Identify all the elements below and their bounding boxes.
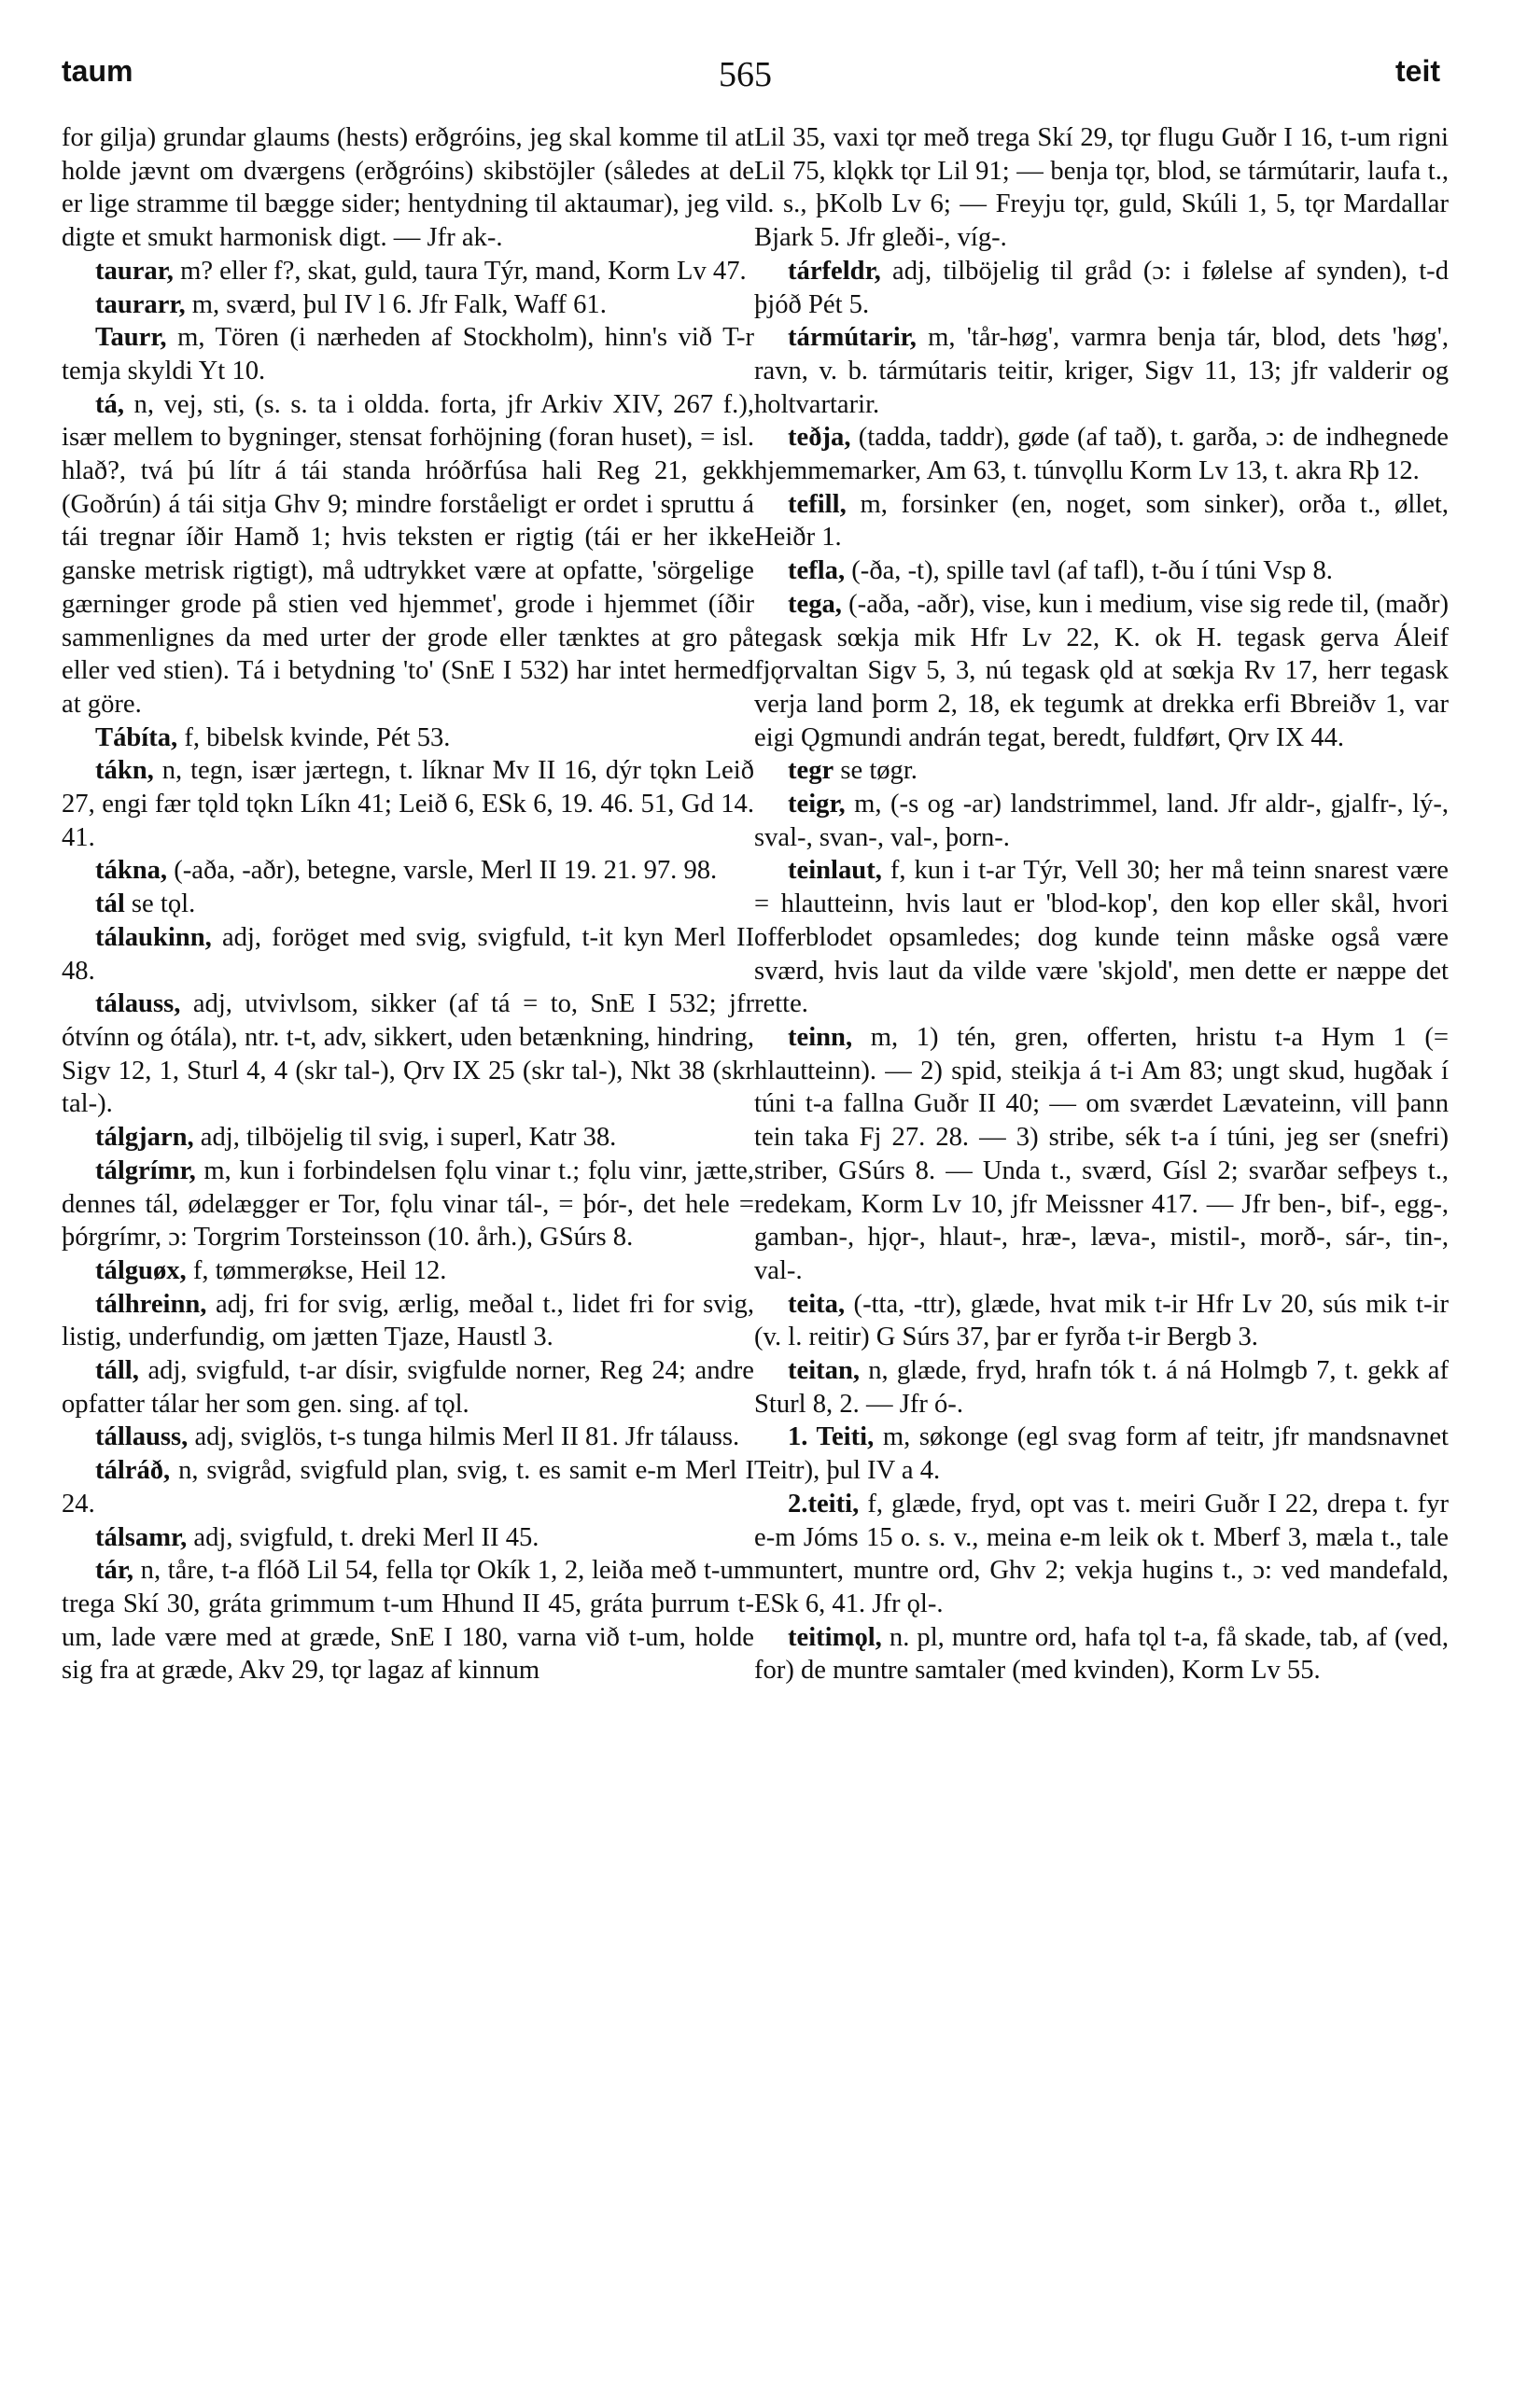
entry-headword: tármútarir,	[788, 323, 917, 353]
entry-headword: taurar,	[95, 256, 174, 286]
entry-definition: m, 1) tén, gren, offerten, hristu t-a Hym 1 (= hlautteinn). — 2) spid, steikja á t-i Am 83; ungt skud, hugðak í túni t-a fallna Guðr II 40; — om sværdet Lævateinn, vill þann tein taka Fj 27. 28. — 3) stribe, sék t-a í túni, jeg ser (snefri) striber, GSúrs 8. — Unda t., sværd, Gísl 2; svarðar sefþeys t., redekam, Korm Lv 10, jfr Meissner 417. — Jfr ben-, bif-, egg-, gamban-, hjǫr-, hlaut-, hræ-, læva-, mistil-, morð-, sár-, tin-, val-.	[754, 1022, 1449, 1285]
entry-headword: tá,	[95, 389, 124, 419]
dictionary-entry	[62, 987, 754, 1121]
dictionary-entry	[62, 1554, 754, 1687]
entry-definition: m, 'tår-høg', varmra benja tár, blod, dets 'høg', ravn, v. b. tármútaris teitir, kriger, Sigv 11, 13; jfr valderir og holtvartarir.	[754, 323, 1449, 419]
entry-headword: teðja,	[788, 423, 851, 453]
entry-headword: tálauss,	[95, 989, 181, 1019]
entry-headword: tefla,	[788, 556, 846, 586]
dictionary-entry	[62, 1421, 754, 1454]
running-head-left: taum	[62, 54, 133, 88]
dictionary-entry	[754, 1288, 1449, 1354]
dictionary-entry	[62, 1454, 754, 1520]
entry-definition: adj, svigfuld, t. dreki Merl II 45.	[187, 1522, 539, 1552]
dictionary-entry	[754, 488, 1449, 554]
entry-definition: adj, utvivlsom, sikker (af tá = to, SnE I 532; jfr ótvínn og ótála), ntr. t-t, adv, sikkert, uden betænkning, hindring, Sigv 12, 1, Sturl 4, 4 (skr tal-), Ǫrv IX 25 (skr tal-), Nkt 38 (skr tal-).	[62, 989, 754, 1119]
entry-headword: teinlaut,	[788, 856, 882, 886]
dictionary-entry	[754, 1021, 1449, 1288]
entry-headword: tákna,	[95, 856, 168, 886]
entry-headword: tállauss,	[95, 1422, 189, 1452]
dictionary-entry	[754, 321, 1449, 421]
dictionary-entry	[62, 121, 754, 255]
entry-definition: (-aða, -aðr), vise, kun i medium, vise sig rede til, (maðr) tegask sœkja mik Hfr Lv 22, K. ok H. tegask gerva Áleif fjǫrvaltan Sigv 5, 3, nú tegask ǫld at sœkja Rv 17, herr tegask verja land þorm 2, 18, ek tegumk at drekka erfi Bbreiðv 1, var eigi Ǫgmundi andrán tegat, beredt, fuldført, Ǫrv IX 44.	[754, 589, 1449, 752]
entry-headword: Taurr,	[95, 323, 167, 353]
entry-definition: m, sværd, þul IV l 6. Jfr Falk, Waff 61.	[185, 289, 607, 319]
entry-headword: teitan,	[788, 1356, 861, 1386]
dictionary-entry	[62, 321, 754, 387]
entry-definition: m, søkonge (egl svag form af teitr, jfr mandsnavnet Teitr), þul IV a 4.	[754, 1422, 1449, 1486]
entry-headword: tálsamr,	[95, 1522, 188, 1552]
entry-definition: m, (-s og -ar) landstrimmel, land. Jfr aldr-, gjalfr-, lý-, sval-, svan-, val-, þorn-.	[754, 790, 1449, 852]
dictionary-entry	[62, 888, 754, 921]
entry-headword: tefill,	[788, 489, 847, 519]
dictionary-entry	[62, 1121, 754, 1155]
entry-headword: taurarr,	[95, 289, 186, 319]
entry-definition: f, tømmerøkse, Heil 12.	[186, 1255, 447, 1285]
dictionary-entry	[62, 1155, 754, 1254]
dictionary-entry	[754, 1354, 1449, 1421]
entry-definition: adj, fri for svig, ærlig, meðal t., lidet fri for svig, listig, underfundig, om jætten Tjaze, Haustl 3.	[62, 1289, 754, 1352]
dictionary-entry	[62, 754, 754, 854]
dictionary-entry	[754, 421, 1449, 487]
dictionary-entry	[754, 121, 1449, 255]
entry-definition: se tǫl.	[124, 889, 196, 919]
entry-headword: teitimǫl,	[788, 1622, 882, 1652]
entry-definition: (-aða, -aðr), betegne, varsle, Merl II 19. 21. 97. 98.	[167, 856, 718, 886]
dictionary-entry	[754, 1421, 1449, 1487]
entry-headword: tega,	[788, 589, 842, 619]
page-number: 565	[719, 55, 772, 94]
entry-definition: m, Tören (i nærheden af Stockholm), hinn's við T-r temja skyldi Yt 10.	[62, 323, 754, 385]
entry-headword: tálráð,	[95, 1456, 171, 1486]
entry-headword: 1. Teiti,	[788, 1422, 875, 1452]
dictionary-entry	[754, 1621, 1449, 1687]
entry-headword: Tábíta,	[95, 722, 178, 752]
entry-definition: f, bibelsk kvinde, Pét 53.	[177, 722, 451, 752]
entry-definition: adj, tilböjelig til svig, i superl, Katr 38.	[193, 1123, 617, 1153]
entry-headword: 2.teiti,	[788, 1489, 860, 1519]
dictionary-entry	[62, 288, 754, 322]
entry-definition: se tøgr.	[834, 756, 918, 786]
entry-headword: tegr	[788, 756, 834, 786]
entry-headword: tálgrímr,	[95, 1155, 196, 1185]
entry-headword: teigr,	[788, 790, 846, 819]
entry-headword: tár,	[95, 1556, 134, 1586]
entry-definition: n, tegn, især jærtegn, t. líknar Mv II 16, dýr tǫkn Leið 27, engi fær tǫld tǫkn Líkn 41; Leið 6, ESk 6, 19. 46. 51, Gd 14. 41.	[62, 756, 754, 852]
entry-headword: tálgjarn,	[95, 1123, 194, 1153]
entry-headword: tákn,	[95, 756, 154, 786]
dictionary-entry	[62, 921, 754, 987]
dictionary-entry	[754, 554, 1449, 588]
dictionary-entry	[62, 721, 754, 755]
dictionary-entry	[62, 1288, 754, 1354]
dictionary-entry	[754, 1488, 1449, 1621]
entry-definition: adj, foröget med svig, svigfuld, t-it kyn Merl II 48.	[62, 922, 754, 986]
entry-headword: tál	[95, 889, 125, 919]
dictionary-entry	[754, 588, 1449, 755]
dictionary-entry	[754, 255, 1449, 321]
dictionary-entry	[754, 788, 1449, 854]
entry-definition: for gilja) grundar glaums (hests) erðgróins, jeg skal komme til at holde jævnt om dværgens (erðgróins) skibstöjler (således at de er lige stramme til bægge sider; hentydning til aktaumar), jeg vil digte et smukt harmonisk digt. — Jfr ak-.	[62, 123, 754, 253]
dictionary-entry	[754, 754, 1449, 788]
dictionary-entry	[62, 1521, 754, 1555]
dictionary-entry	[62, 1254, 754, 1288]
entry-headword: tálhreinn,	[95, 1289, 207, 1319]
entry-definition: n, svigråd, svigfuld plan, svig, t. es samit e-m Merl I 24.	[62, 1456, 754, 1519]
entry-headword: táll,	[95, 1356, 139, 1386]
running-head-right: teit	[1395, 54, 1440, 88]
left-column	[62, 121, 754, 1687]
entry-definition: n, glæde, fryd, hrafn tók t. á ná Holmgb 7, t. gekk af Sturl 8, 2. — Jfr ó-.	[754, 1356, 1449, 1419]
entry-definition: adj, svigfuld, t-ar dísir, svigfulde norner, Reg 24; andre opfatter tálar her som gen. sing. af tǫl.	[62, 1356, 754, 1419]
entry-definition: f, glæde, fryd, opt vas t. meiri Guðr I 22, drepa t. fyr e-m Jóms 15 o. s. v., meina e-m leik ok t. Mberf 3, mæla t., tale muntert, muntre ord, Ghv 2; vekja hugins t., ɔ: ved mandefald, ESk 6, 41. Jfr ǫl-.	[754, 1489, 1449, 1618]
entry-definition: adj, sviglös, t-s tunga hilmis Merl II 81. Jfr tálauss.	[188, 1422, 740, 1452]
entry-definition: m, kun i forbindelsen fǫlu vinar t.; fǫlu vinr, jætte, dennes tál, ødelægger er Tor, fǫlu vinar tál-, = þór-, det hele = þórgrímr, ɔ: Torgrim Torsteinsson (10. årh.), GSúrs 8.	[62, 1155, 754, 1253]
entry-definition: n, vej, sti, (s. s. ta i oldda. forta, jfr Arkiv XIV, 267 f.), især mellem to bygninger, stensat forhöjning (foran huset), = isl. hlað?, tvá þú lítr á tái standa hróðrfúsa hali Reg 21, gekk (Goðrún) á tái sitja Ghv 9; mindre forståeligt er ordet i spruttu á tái tregnar íðir Hamð 1; hvis teksten er rigtig (tái er her ikke ganske metrisk rigtigt), må udtrykket være at opfatte, 'sörgelige gærninger grode på stien ved hjemmet', grode i hjemmet (íðir sammenlignes da med urter der grode eller tænktes at gro på eller ved stien). Tá i betydning 'to' (SnE I 532) har intet hermed at göre.	[62, 389, 754, 719]
entry-definition: f, kun i t-ar Týr, Vell 30; her må teinn snarest være = hlautteinn, hvis laut er 'blod-kop', den kop eller skål, hvori offerblodet opsamledes; dog kunde teinn måske også være sværd, hvis laut da vilde være 'skjold', men dette er næppe det rette.	[754, 856, 1449, 1019]
entry-definition: adj, tilböjelig til gråd (ɔ: i følelse af synden), t-d þjóð Pét 5.	[754, 256, 1449, 319]
dictionary-entry	[62, 854, 754, 888]
entry-definition: (-ða, -t), spille tavl (af tafl), t-ðu í túni Vsp 8.	[845, 556, 1333, 586]
entry-headword: tárfeldr,	[788, 256, 881, 286]
dictionary-entry	[62, 255, 754, 288]
entry-headword: teinn,	[788, 1022, 853, 1052]
entry-definition: Lil 35, vaxi tǫr með trega Skí 29, tǫr flugu Guðr I 16, t-um rigni Lil 75, klǫkk tǫr Lil 91; — benja tǫr, blod, se tármútarir, laufa t., d. s., þKolb Lv 6; — Freyju tǫr, guld, Skúli 1, 5, tǫr Mardallar Bjark 5. Jfr gleði-, víg-.	[754, 123, 1449, 253]
entry-headword: tálguøx,	[95, 1255, 187, 1285]
entry-definition: m? eller f?, skat, guld, taura Týr, mand, Korm Lv 47.	[173, 256, 747, 286]
dictionary-entry	[62, 1354, 754, 1421]
entry-definition: m, forsinker (en, noget, som sinker), orða t., øllet, Heiðr 1.	[754, 489, 1449, 553]
entry-definition: n. pl, muntre ord, hafa tǫl t-a, få skade, tab, af (ved, for) de muntre samtaler (med kvinden), Korm Lv 55.	[754, 1622, 1449, 1686]
entry-definition: (-tta, -ttr), glæde, hvat mik t-ir Hfr Lv 20, sús mik t-ir (v. l. reitir) G Súrs 37, þar er fyrða t-ir Bergb 3.	[754, 1289, 1449, 1352]
entry-headword: tálaukinn,	[95, 922, 212, 952]
dictionary-entry	[62, 388, 754, 721]
entry-headword: teita,	[788, 1289, 846, 1319]
dictionary-entry	[754, 854, 1449, 1021]
entry-definition: (tadda, taddr), gøde (af tað), t. garða, ɔ: de indhegnede hjemmemarker, Am 63, t. túnvǫllu Korm Lv 13, t. akra Rþ 12.	[754, 423, 1449, 486]
entry-definition: n, tåre, t-a flóð Lil 54, fella tǫr Okík 1, 2, leiða með t-um trega Skí 30, gráta grimmum t-um Hhund II 45, gráta þurrum t-um, lade være med at græde, SnE I 180, varna við t-um, holde sig fra at græde, Akv 29, tǫr lagaz af kinnum	[62, 1556, 754, 1686]
right-column	[754, 121, 1449, 1687]
